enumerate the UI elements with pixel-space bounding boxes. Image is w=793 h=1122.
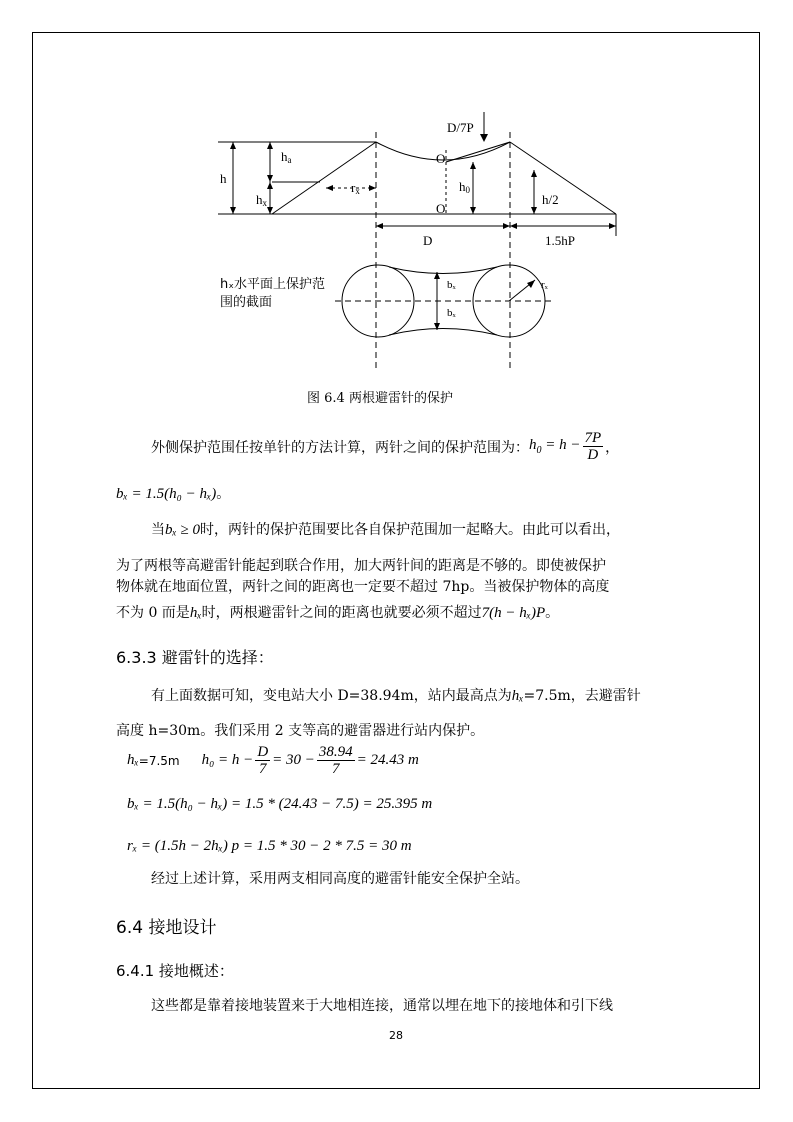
calc-h0: hₓ =7.5m h₀ = h − $\frac{D}{7}$ = 30 − $\frac{38.94}{7}$ = 24.43 m	[127, 744, 419, 777]
calc-bx: bₓ = 1.5(h₀ − hₓ) = 1.5 * (24.43 − 7.5) = 25.395 m	[127, 796, 433, 812]
section-6-4-title: 6.4 接地设计	[116, 918, 217, 938]
label-o-bottom: O	[436, 201, 446, 216]
label-d: D	[423, 233, 433, 248]
para2-line4: 不为 0 而是hₓ时，两根避雷针之间的距离也就要必须不超过7(h − hₓ)P。	[116, 605, 560, 621]
lightning-rod-diagram	[0, 0, 793, 380]
label-h: h	[220, 171, 227, 186]
para2-line2: 为了两根等高避雷针能起到联合作用，加大两针间的距离是不够的。即使被保护	[116, 558, 606, 574]
label-d7p: D/7P	[447, 120, 474, 135]
calc-rx: rₓ = (1.5h − 2hₓ) p = 1.5 * 30 − 2 * 7.5 = 30 m	[127, 838, 412, 854]
fraction-7p-d: $\frac{7P}{D}$	[584, 430, 602, 463]
para4: 这些都是靠着接地装置来于大地相连接，通常以埋在地下的接地体和引下线	[151, 998, 613, 1014]
plan-label-line1: hₓ水平面上保护范	[220, 277, 326, 292]
page-number: 28	[389, 1029, 403, 1042]
label-hp: 1.5hP	[545, 233, 575, 248]
section-6-4-1-title: 6.4.1 接地概述：	[116, 962, 234, 980]
para3-line1: 有上面数据可知，变电站大小 D=38.94m，站内最高点为hₓ=7.5m，去避雷针	[151, 688, 641, 704]
label-rx-plan: rₓ	[541, 279, 548, 291]
label-h-half: h/2	[542, 192, 559, 207]
label-rx: rx	[351, 180, 360, 196]
figure-caption: 图 6.4 两根避雷针的保护	[307, 391, 453, 406]
label-o-top: O	[436, 151, 446, 166]
para3-line2: 高度 h=30m。我们采用 2 支等高的避雷器进行站内保护。	[116, 723, 485, 739]
label-h0: h0	[459, 179, 470, 195]
para1-line2: bₓ = 1.5(h₀ − hₓ)。	[116, 486, 231, 502]
h0-formula: $h_0 = h$ −	[529, 437, 581, 456]
section-6-3-3-title: 6.3.3 避雷针的选择：	[116, 648, 274, 667]
para2-line3: 物体就在地面位置，两针之间的距离也一定要不超过 7hp。当被保护物体的高度	[116, 579, 610, 595]
para2-line1: 当bₓ ≥ 0时，两针的保护范围要比各自保护范围加一起略大。由此可以看出，	[151, 522, 620, 538]
calc-conclusion: 经过上述计算，采用两支相同高度的避雷针能安全保护全站。	[151, 871, 529, 887]
label-hx: hx	[256, 192, 267, 208]
plan-label-line2: 围的截面	[220, 295, 273, 310]
bx-formula: bₓ = 1.5(h₀ − hₓ)	[116, 486, 217, 502]
label-bx-bottom: bₓ	[447, 307, 456, 319]
para1-line1: 外侧保护范围任按单针的方法计算，两针之间的保护范围为： $h_0 = h$ − $\frac{7P}{D}$ ，	[151, 430, 620, 463]
label-ha: ha	[281, 149, 292, 165]
para1-text: 外侧保护范围任按单针的方法计算，两针之间的保护范围为：	[151, 439, 529, 456]
label-bx-top: bₓ	[447, 279, 456, 291]
